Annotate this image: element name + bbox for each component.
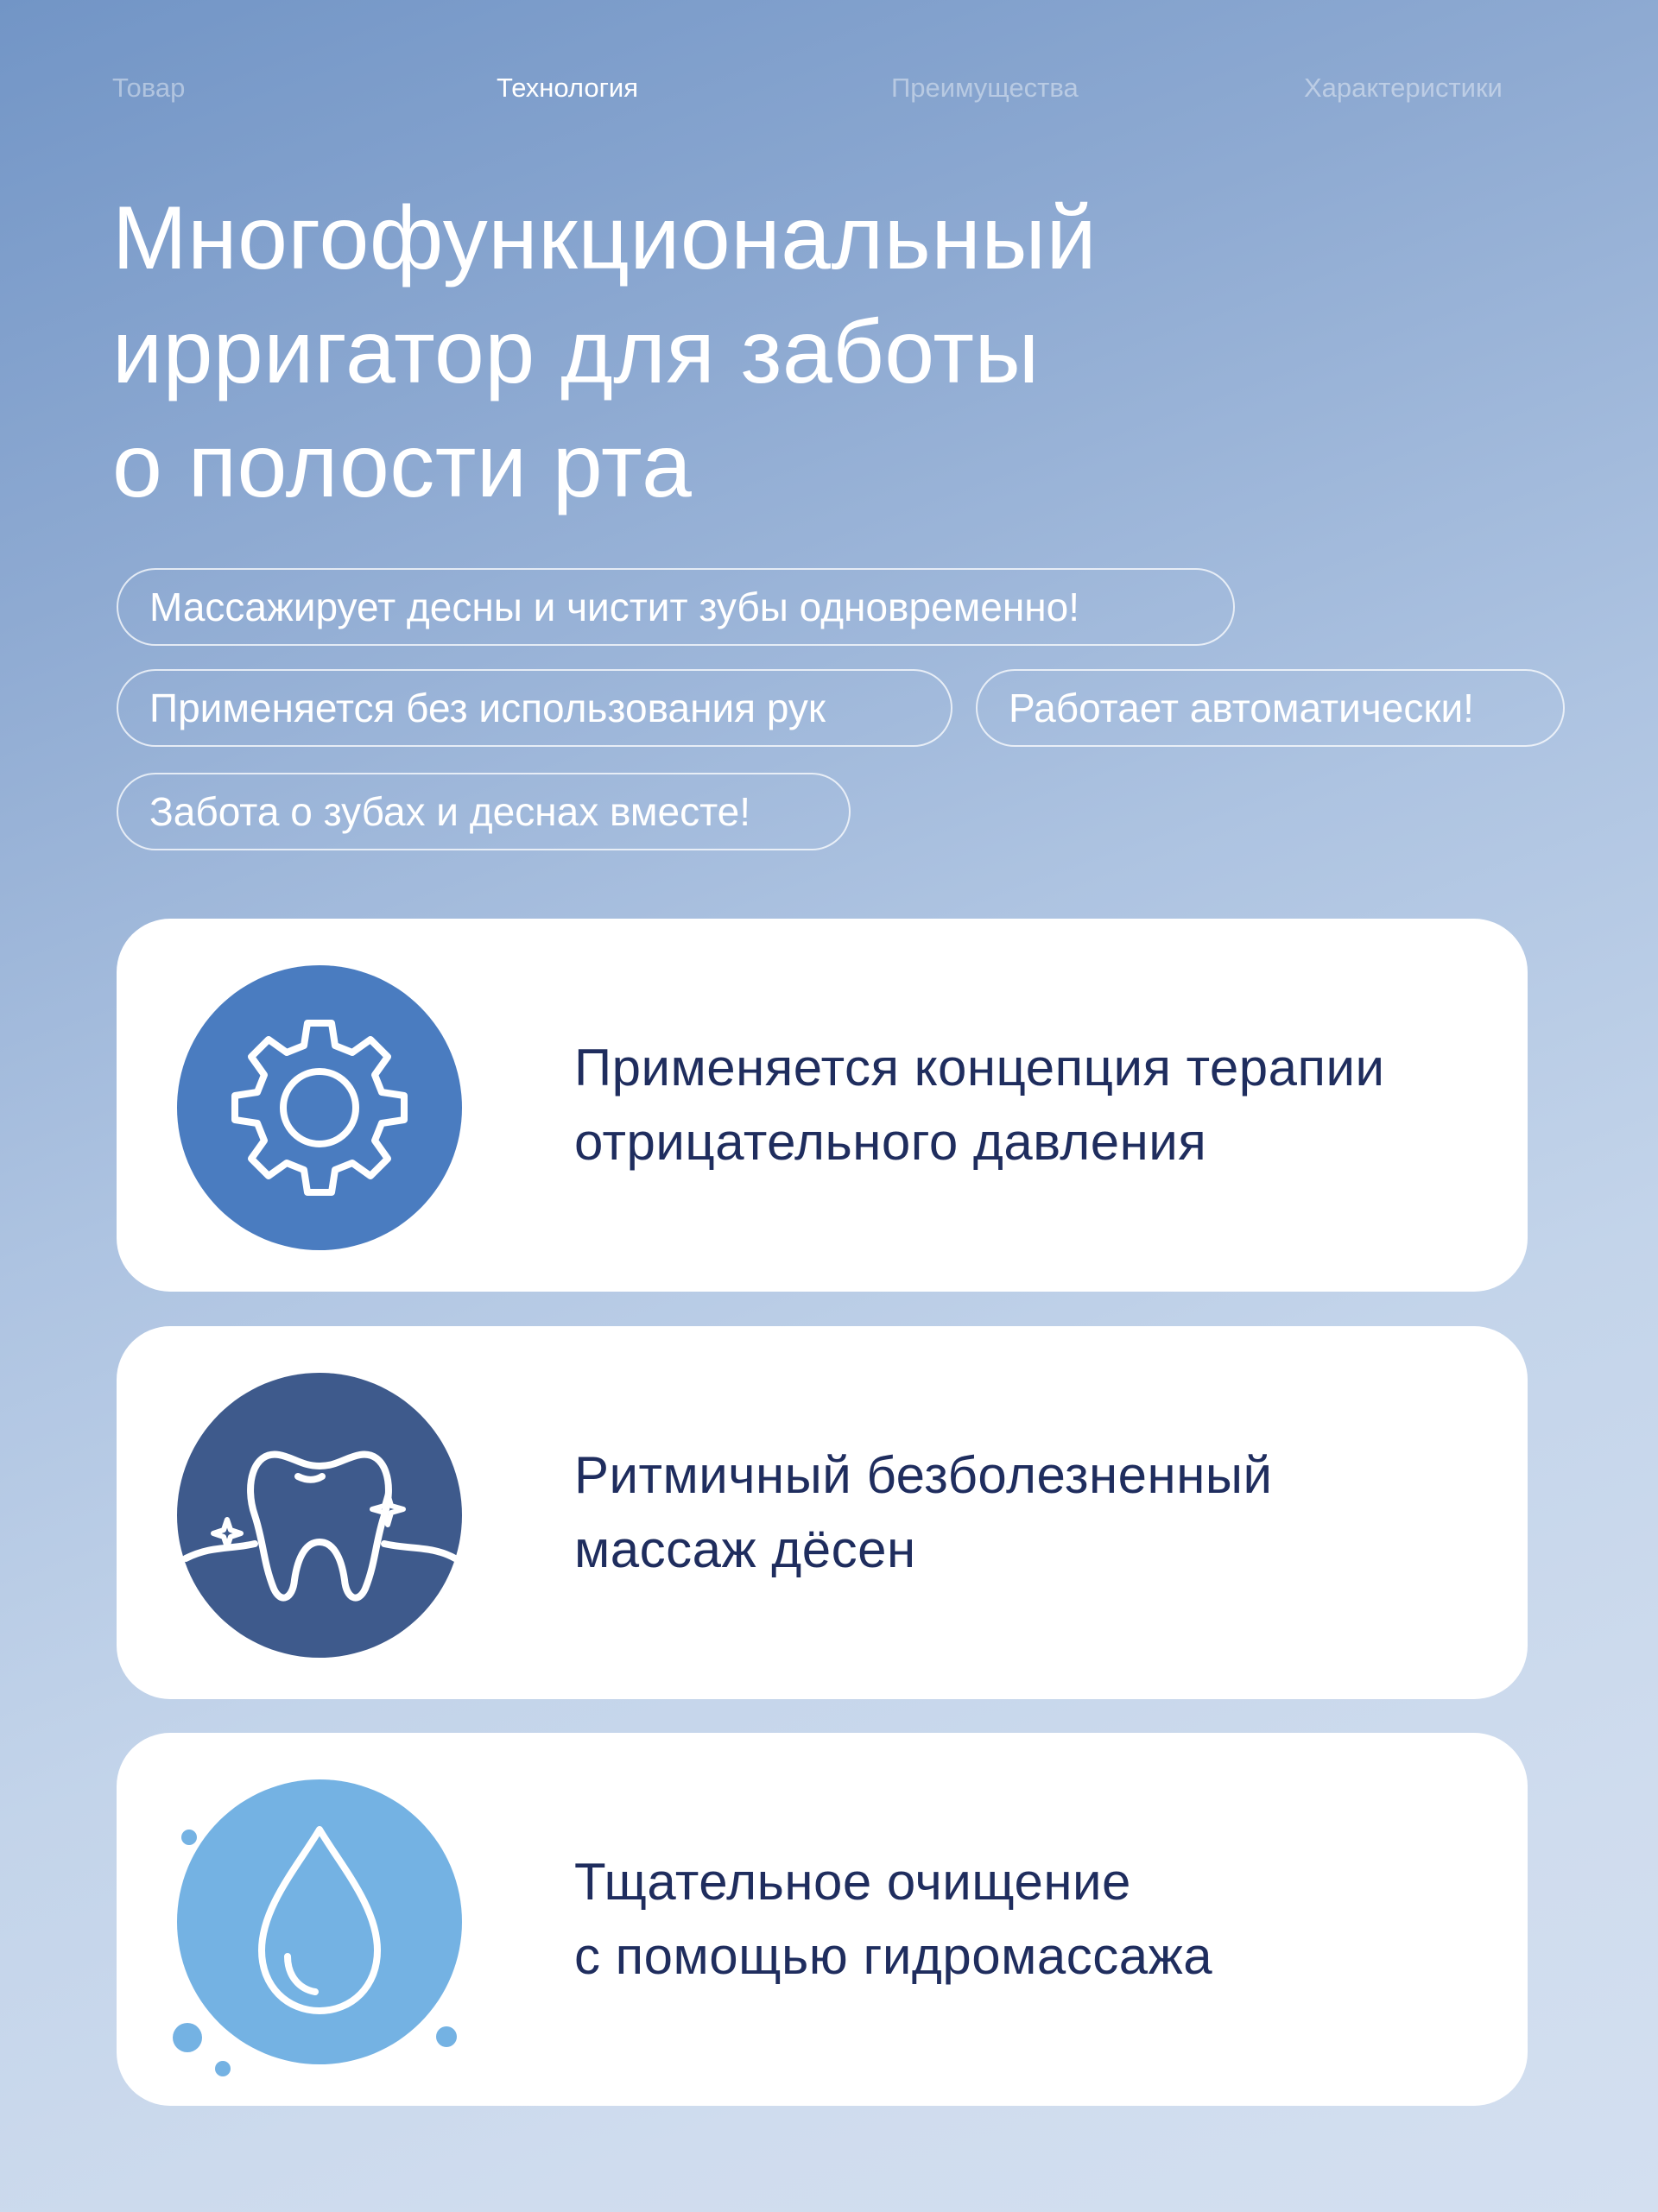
bubble-decoration: [117, 1733, 125, 1741]
feature-text: [574, 1845, 1490, 1994]
tag-hands-free: Применяется без использования рук: [117, 669, 952, 747]
feature-text-line: с помощью гидромассажа: [574, 1927, 1213, 1985]
nav-tab-technology[interactable]: Технология: [497, 73, 639, 103]
feature-card-negative-pressure: [117, 919, 1528, 1292]
feature-card-gum-massage: [117, 1326, 1528, 1699]
feature-text: [574, 1438, 1490, 1587]
nav-tab-product[interactable]: Товар: [112, 73, 186, 103]
nav-tab-advantages[interactable]: Преимущества: [891, 73, 1079, 103]
feature-text-line: Тщательное очищение: [574, 1853, 1131, 1911]
feature-text-line: Ритмичный безболезненный: [574, 1446, 1273, 1504]
title-line-3: о полости рта: [112, 416, 693, 516]
title-line-2: ирригатор для заботы: [112, 302, 1040, 402]
feature-text-line: массаж дёсен: [574, 1520, 916, 1578]
feature-text-line: отрицательного давления: [574, 1113, 1207, 1171]
water-drop-icon: [177, 1779, 462, 2064]
title-line-1: Многофункциональный: [112, 188, 1098, 288]
top-nav: [0, 71, 1658, 105]
feature-text: [574, 1031, 1490, 1179]
tag-teeth-and-gums: Забота о зубах и деснах вместе!: [117, 773, 851, 850]
tag-automatic: Работает автоматически!: [976, 669, 1565, 747]
tag-massage-and-clean: Массажирует десны и чистит зубы одновременно!: [117, 568, 1235, 646]
nav-tab-specifications[interactable]: Характеристики: [1304, 73, 1503, 103]
page-title: [112, 181, 1408, 523]
feature-card-hydro-massage: [117, 1733, 1528, 2106]
tooth-icon: [177, 1373, 462, 1658]
feature-text-line: Применяется концепция терапии: [574, 1039, 1385, 1097]
gear-icon: [177, 965, 462, 1250]
